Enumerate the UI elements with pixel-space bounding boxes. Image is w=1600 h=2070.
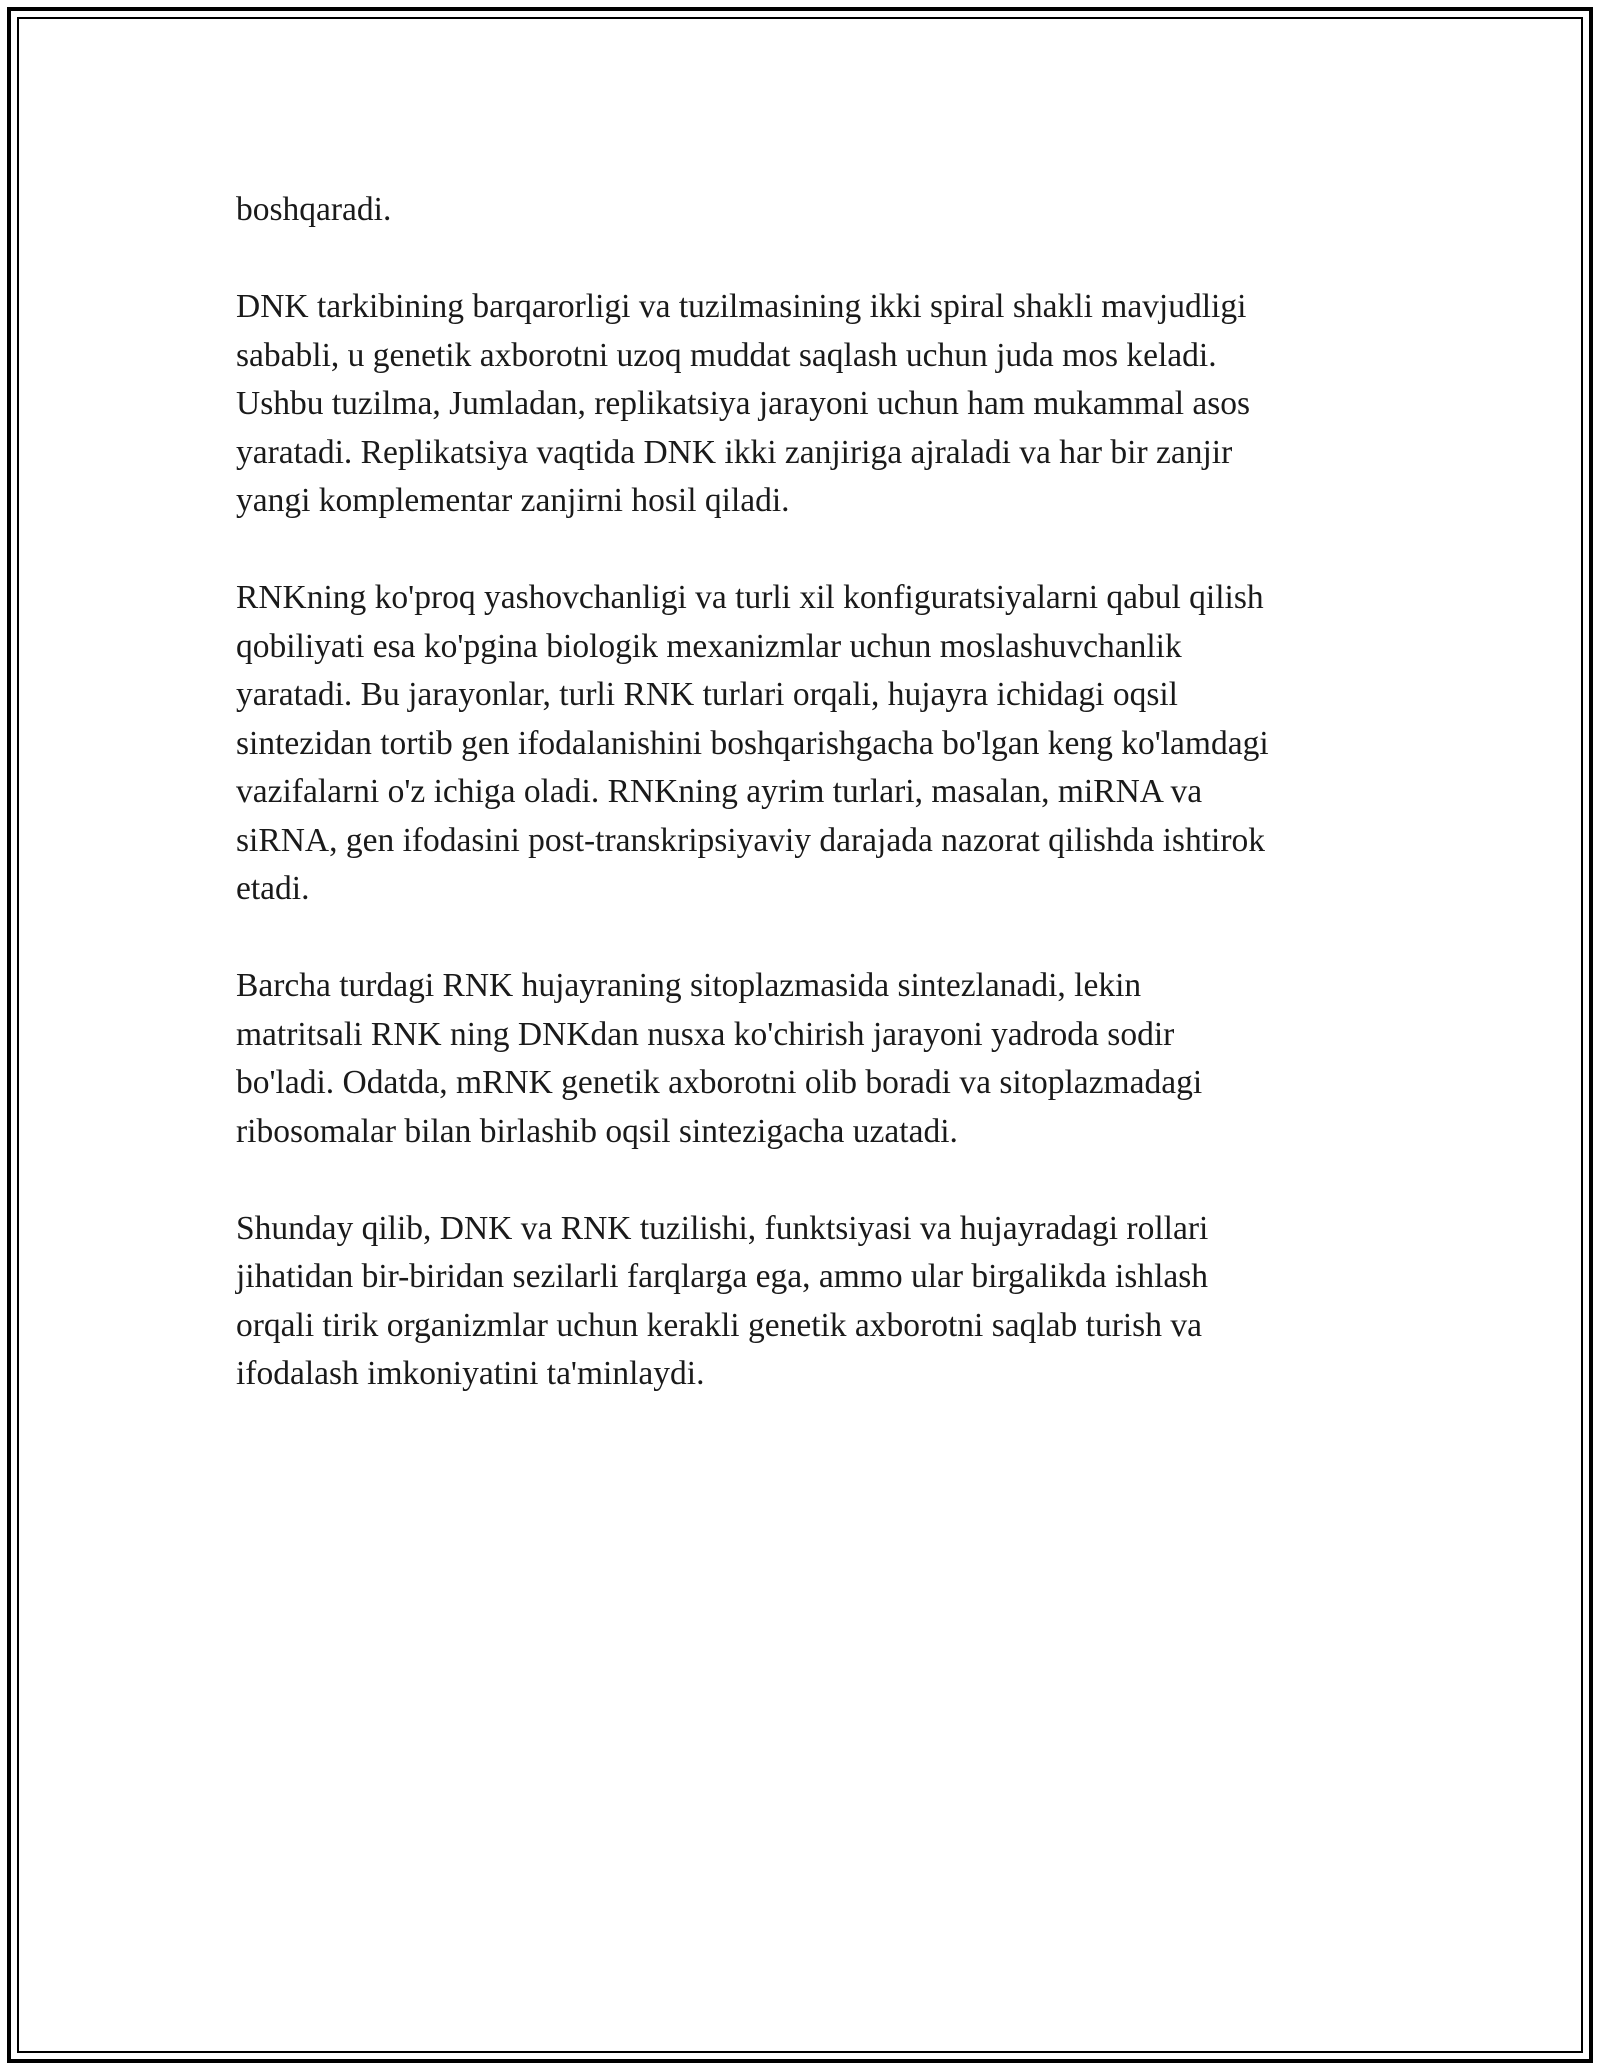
text-line: Barcha turdagi RNK hujayraning sitoplazmasida sintezlanadi, lekin: [236, 967, 1142, 1004]
paragraph-rnk-synthesis: [236, 962, 1396, 1156]
text-line: yangi komplementar zanjirni hosil qiladi.: [236, 482, 790, 519]
text-line: jihatidan bir-biridan sezilarli farqlarga ega, ammo ular birgalikda ishlash: [236, 1258, 1209, 1295]
text-line: bo'ladi. Odatda, mRNK genetik axborotni olib boradi va sitoplazmadagi: [236, 1064, 1203, 1101]
text-line: ifodalash imkoniyatini ta'minlaydi.: [236, 1355, 705, 1392]
text-line: Ushbu tuzilma, Jumladan, replikatsiya jarayoni uchun ham mukammal asos: [236, 385, 1251, 422]
text-line: vazifalarni o'z ichiga oladi. RNKning ayrim turlari, masalan, miRNA va: [236, 773, 1203, 810]
text-line: yaratadi. Replikatsiya vaqtida DNK ikki zanjiriga ajraladi va har bir zanjir: [236, 433, 1233, 471]
text-line: sababli, u genetik axborotni uzoq muddat saqlash uchun juda mos keladi.: [236, 336, 1217, 374]
text-line: Shunday qilib, DNK va RNK tuzilishi, funktsiyasi va hujayradagi rollari: [236, 1209, 1209, 1247]
document-body: [236, 186, 1396, 1447]
paragraph-continuation: [236, 186, 1396, 235]
paragraph-conclusion: [236, 1205, 1396, 1399]
paragraph-dnk-stability: [236, 283, 1396, 526]
text-line: orqali tirik organizmlar uchun kerakli genetik axborotni saqlab turish va: [236, 1306, 1202, 1344]
text-line: ribosomalar bilan birlashib oqsil sintezigacha uzatadi.: [236, 1112, 958, 1150]
text-line: RNKning ko'proq yashovchanligi va turli xil konfiguratsiyalarni qabul qilish: [236, 579, 1264, 616]
text-line: matritsali RNK ning DNKdan nusxa ko'chirish jarayoni yadroda sodir: [236, 1015, 1175, 1053]
paragraph-rnk-flexibility: [236, 574, 1396, 914]
text-line: sintezidan tortib gen ifodalanishini boshqarishgacha bo'lgan keng ko'lamdagi: [236, 724, 1269, 762]
text-line: boshqaradi.: [236, 191, 392, 228]
text-line: etadi.: [236, 870, 310, 907]
text-line: siRNA, gen ifodasini post-transkripsiyaviy darajada nazorat qilishda ishtirok: [236, 821, 1265, 859]
text-line: yaratadi. Bu jarayonlar, turli RNK turlari orqali, hujayra ichidagi oqsil: [236, 676, 1178, 713]
text-line: qobiliyati esa ko'pgina biologik mexanizmlar uchun moslashuvchanlik: [236, 627, 1182, 665]
text-line: DNK tarkibining barqarorligi va tuzilmasining ikki spiral shakli mavjudligi: [236, 288, 1247, 325]
